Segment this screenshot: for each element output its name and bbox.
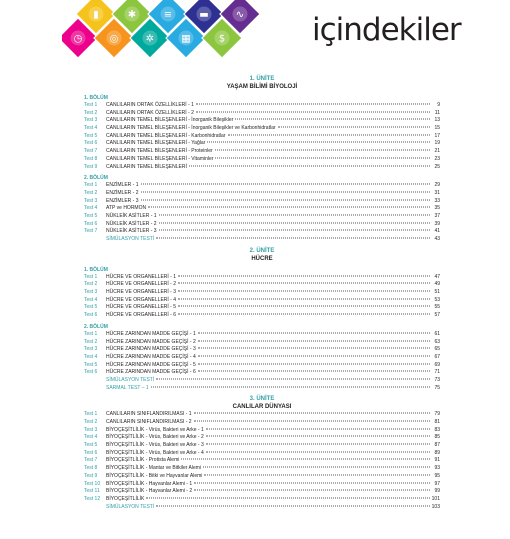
dot-leader — [189, 165, 430, 166]
entry-title: ATP ve HORMON — [106, 205, 147, 212]
page-number: 33 — [434, 197, 440, 204]
dot-leader — [178, 291, 430, 292]
unit-name: YAŞAM BİLİMİ BİYOLOJİ — [226, 84, 298, 90]
entry-title: HÜCRE ZARINDAN MADDE GEÇİŞİ - 1 — [106, 330, 196, 337]
dot-leader — [194, 413, 430, 414]
entry-title: CANLILARIN TEMEL BİLEŞENLERİ - Karbonhidratlar — [106, 132, 226, 139]
toc-row[interactable] — [84, 148, 440, 156]
test-number: Test 1 — [84, 273, 98, 280]
entry-title: HÜCRE ZARINDAN MADDE GEÇİŞİ - 5 — [106, 361, 196, 368]
dot-leader — [206, 451, 430, 452]
toc-row[interactable] — [84, 385, 440, 393]
toc-row[interactable] — [84, 164, 440, 172]
test-number: Test 10 — [84, 480, 101, 487]
test-number: Test 4 — [84, 125, 98, 132]
dot-leader — [198, 371, 430, 372]
page-number: 47 — [434, 273, 440, 280]
entry-title: BİYOÇEŞİTLİLİK - Protista Alemi — [106, 457, 180, 464]
dot-leader — [206, 428, 430, 429]
page-number: 63 — [434, 338, 440, 345]
entry-title: CANLILARIN TEMEL BİLEŞENLERİ - İnorganik Bileşikler ve Karbonhidratlar — [106, 125, 276, 132]
section-label: 1. BÖLÜM — [84, 266, 108, 273]
page-number: 83 — [434, 426, 440, 433]
page-title: içindekiler — [312, 12, 461, 48]
dot-leader — [159, 222, 430, 223]
page-number: 41 — [434, 228, 440, 235]
page-number: 35 — [434, 205, 440, 212]
test-number: Test 4 — [84, 205, 98, 212]
entry-title: HÜCRE VE ORGANELLERİ - 5 — [106, 304, 177, 311]
entry-title: CANLILARIN TEMEL BİLEŞENLERİ - Yağlar — [106, 140, 206, 147]
header — [0, 0, 510, 72]
entry-title: HÜCRE VE ORGANELLERİ - 1 — [106, 273, 177, 280]
dot-leader — [235, 119, 430, 120]
entry-title: CANLILARIN TEMEL BİLEŞENLERİ - Vitaminler — [106, 155, 214, 162]
dot-leader — [156, 378, 430, 379]
toc-row[interactable] — [84, 346, 440, 354]
toc-row[interactable] — [84, 213, 440, 221]
entry-title: SİMÜLASYON TESTİ — [106, 503, 155, 510]
entry-title: CANLILARIN SINIFLANDIRILMASI - 2 — [106, 419, 192, 425]
briefcase-icon: ▬ — [199, 9, 209, 21]
toc-row[interactable] — [84, 125, 440, 133]
dot-leader — [198, 332, 430, 333]
toc-row[interactable] — [84, 496, 440, 504]
page-number: 17 — [434, 132, 440, 139]
toc-row[interactable] — [84, 411, 440, 419]
test-number: Test 7 — [84, 228, 98, 235]
entry-title: BİYOÇEŞİTLİLİK - Virüs, Bakteri ve Arke - 4 — [106, 449, 204, 456]
test-number: Test 1 — [84, 102, 98, 108]
entry-title: CANLILARIN TEMEL BİLEŞENLERİ — [106, 163, 187, 170]
dot-leader — [146, 497, 429, 498]
section-label: 2. BÖLÜM — [84, 175, 108, 182]
toc-row[interactable] — [84, 312, 440, 320]
page-number: 39 — [434, 220, 440, 227]
toc-row[interactable] — [84, 465, 440, 473]
dot-leader — [178, 306, 430, 307]
toc-row[interactable] — [84, 488, 440, 496]
dot-leader — [151, 386, 430, 387]
page-number: 65 — [434, 346, 440, 353]
toc-row[interactable] — [84, 419, 440, 427]
entry-title: NÜKLEİK ASİTLER - 1 — [106, 212, 157, 219]
page-number: 75 — [434, 384, 440, 391]
toc-row[interactable] — [84, 182, 440, 190]
page-number: 29 — [434, 182, 440, 189]
dot-leader — [141, 199, 430, 200]
unit-name: CANLILAR DÜNYASI — [232, 404, 292, 411]
test-number: Test 6 — [84, 140, 98, 147]
page-number: 25 — [434, 163, 440, 170]
test-number: Test 9 — [84, 163, 98, 170]
dot-leader — [196, 111, 430, 112]
test-number: Test 4 — [84, 296, 98, 303]
dot-leader — [178, 283, 430, 284]
toc-row[interactable] — [84, 289, 440, 297]
unit-header — [84, 248, 440, 263]
toc-row[interactable] — [84, 156, 440, 164]
entry-title: HÜCRE VE ORGANELLERİ - 3 — [106, 289, 177, 296]
toc-row[interactable] — [84, 236, 440, 244]
page-number: 97 — [434, 480, 440, 487]
toc-row[interactable] — [84, 354, 440, 362]
entry-title: CANLILARIN TEMEL BİLEŞENLERİ - Proteinler — [106, 148, 213, 155]
dot-leader — [206, 444, 430, 445]
toc-row[interactable] — [84, 331, 440, 339]
entry-title: SİMÜLASYON TESTİ — [106, 236, 155, 242]
gear-icon: ✲ — [145, 33, 155, 45]
entry-title: HÜCRE VE ORGANELLERİ - 2 — [106, 281, 177, 288]
document-icon: ≡ — [163, 9, 173, 21]
test-number: Test 7 — [84, 457, 98, 464]
page-number: 93 — [434, 465, 440, 472]
test-number: Test 4 — [84, 434, 98, 441]
entry-title: BİYOÇEŞİTLİLİK - Virüs, Bakteri ve Arke - 3 — [106, 442, 204, 449]
toc-row[interactable] — [84, 117, 440, 125]
dot-leader — [206, 436, 430, 437]
page-number: 103 — [431, 503, 440, 510]
entry-title: CANLILARIN SINIFLANDIRILMASI - 1 — [106, 411, 192, 418]
unit-header — [84, 396, 440, 411]
toc-row[interactable] — [84, 377, 440, 385]
page-number: 51 — [434, 289, 440, 296]
entry-title: HÜCRE ZARINDAN MADDE GEÇİŞİ - 6 — [106, 369, 196, 376]
test-number: Test 2 — [84, 109, 98, 116]
page-number: 13 — [434, 117, 440, 124]
page-number: 53 — [434, 296, 440, 303]
dot-leader — [159, 230, 430, 231]
entry-title: CANLILARIN TEMEL BİLEŞENLERİ - İnorganik Bileşikler — [106, 117, 234, 124]
entry-title: ENZİMLER - 2 — [106, 189, 139, 196]
test-number: Test 2 — [84, 189, 98, 196]
section-label: 2. BÖLÜM — [84, 323, 108, 330]
dot-leader — [156, 238, 430, 239]
dot-leader — [198, 363, 430, 364]
test-number: Test 8 — [84, 465, 98, 472]
test-number: Test 3 — [84, 197, 98, 204]
page-number: 85 — [434, 434, 440, 441]
test-number: Test 12 — [84, 495, 101, 502]
dot-leader — [198, 355, 430, 356]
toc-row[interactable] — [84, 198, 440, 206]
dot-leader — [148, 207, 430, 208]
toc-row[interactable] — [84, 190, 440, 198]
toc-row[interactable] — [84, 369, 440, 377]
page-number: 87 — [434, 442, 440, 449]
dot-leader — [228, 134, 431, 135]
page-number: 99 — [434, 488, 440, 495]
entry-title: NÜKLEİK ASİTLER - 3 — [106, 228, 157, 235]
page-number: 67 — [434, 353, 440, 360]
page-number: 11 — [434, 109, 440, 116]
toc-row[interactable] — [84, 228, 440, 236]
toc-row[interactable] — [84, 442, 440, 450]
dot-leader — [215, 157, 430, 158]
entry-title: HÜCRE VE ORGANELLERİ - 6 — [106, 312, 177, 319]
page-number: 91 — [434, 457, 440, 464]
test-number: Test 3 — [84, 117, 98, 124]
toc-row[interactable] — [84, 457, 440, 465]
section-label: 1. BÖLÜM — [84, 95, 108, 101]
test-number: Test 2 — [84, 281, 98, 288]
page-number: 101 — [431, 495, 440, 502]
entry-title: BİYOÇEŞİTLİLİK - Bitki ve Hayvanlar Alemi — [106, 472, 203, 479]
puzzle-banner — [62, 0, 302, 68]
dot-leader — [159, 214, 430, 215]
calendar-icon: ▦ — [181, 33, 191, 45]
entry-title: CANLILARIN ORTAK ÖZELLİKLERİ - 1 — [106, 102, 194, 108]
toc-row[interactable] — [84, 304, 440, 312]
test-number: Test 8 — [84, 155, 98, 162]
dot-leader — [198, 348, 430, 349]
toc-row[interactable] — [84, 281, 440, 289]
dot-leader — [194, 482, 430, 483]
line-chart-icon: ∿ — [235, 9, 245, 21]
toc-row[interactable] — [84, 504, 440, 512]
dot-leader — [181, 459, 430, 460]
dot-leader — [198, 340, 430, 341]
test-number: Test 6 — [84, 369, 98, 376]
test-number: Test 6 — [84, 220, 98, 227]
entry-title: BİYOÇEŞİTLİLİK - Hayvanlar Alemi - 1 — [106, 480, 193, 487]
dot-leader — [203, 467, 430, 468]
entry-title: SİMÜLASYON TESTİ — [106, 376, 155, 383]
test-number: Test 4 — [84, 353, 98, 360]
page-number: 43 — [434, 236, 440, 242]
dot-leader — [141, 184, 430, 185]
page-number: 37 — [434, 212, 440, 219]
entry-title: BİYOÇEŞİTLİLİK - Hayvanlar Alemi - 2 — [106, 488, 193, 495]
clock-icon: ◷ — [73, 33, 83, 45]
page-number: 71 — [434, 369, 440, 376]
page-number: 21 — [434, 148, 440, 155]
dot-leader — [194, 490, 430, 491]
test-number: Test 3 — [84, 289, 98, 296]
entry-title: HÜCRE ZARINDAN MADDE GEÇİŞİ - 2 — [106, 338, 196, 345]
dot-leader — [215, 150, 430, 151]
page-number: 19 — [434, 140, 440, 147]
dot-leader — [196, 104, 430, 105]
test-number: Test 1 — [84, 182, 98, 189]
entry-title: ENZİMLER - 1 — [106, 182, 139, 189]
dot-leader — [278, 127, 430, 128]
bulb-icon: ✱ — [127, 9, 137, 21]
dot-leader — [156, 505, 429, 506]
dot-leader — [204, 474, 430, 475]
toc-row[interactable] — [84, 102, 440, 110]
test-number: Test 6 — [84, 312, 98, 319]
target-icon: ◎ — [109, 33, 119, 45]
toc-row[interactable] — [84, 473, 440, 481]
test-number: Test 7 — [84, 148, 98, 155]
test-number: Test 9 — [84, 472, 98, 479]
dot-leader — [178, 275, 430, 276]
test-number: Test 3 — [84, 426, 98, 433]
unit-name: HÜCRE — [251, 255, 273, 262]
dollar-icon: $ — [218, 33, 226, 45]
entry-title: BİYOÇEŞİTLİLİK - Mantar ve Bitkiler Alemi — [106, 465, 202, 472]
dot-leader — [178, 314, 430, 315]
test-number: Test 6 — [84, 449, 98, 456]
test-number: Test 3 — [84, 346, 98, 353]
bar-chart-icon: ▮ — [93, 9, 99, 21]
toc-row[interactable] — [84, 205, 440, 213]
entry-title: HÜCRE VE ORGANELLERİ - 4 — [106, 296, 177, 303]
entry-title: SARMAL TEST – 1 — [106, 384, 149, 391]
entry-title: NÜKLEİK ASİTLER - 2 — [106, 220, 157, 227]
dot-leader — [178, 298, 430, 299]
page-number: 73 — [434, 376, 440, 383]
entry-title: BİYOÇEŞİTLİLİK - Virüs, Bakteri ve Arke - 2 — [106, 434, 204, 441]
page-number: 61 — [434, 330, 440, 337]
dot-leader — [194, 421, 430, 422]
page-number: 79 — [434, 411, 440, 418]
unit-header — [84, 76, 440, 91]
page-number: 31 — [434, 189, 440, 196]
toc-row[interactable] — [84, 434, 440, 442]
unit-number: 3. ÜNİTE — [249, 396, 275, 403]
page-number: 69 — [434, 361, 440, 368]
test-number: Test 5 — [84, 361, 98, 368]
page-number: 23 — [434, 155, 440, 162]
entry-title: HÜCRE ZARINDAN MADDE GEÇİŞİ - 4 — [106, 353, 196, 360]
unit-number: 2. ÜNİTE — [249, 247, 275, 254]
dot-leader — [207, 142, 430, 143]
page-number: 9 — [437, 102, 440, 108]
test-number: Test 5 — [84, 212, 98, 219]
test-number: Test 2 — [84, 338, 98, 345]
toc-row[interactable] — [84, 140, 440, 148]
entry-title: CANLILARIN ORTAK ÖZELLİKLERİ - 2 — [106, 109, 194, 116]
test-number: Test 1 — [84, 411, 98, 418]
page-number: 55 — [434, 304, 440, 311]
page-number: 15 — [434, 125, 440, 132]
page-number: 49 — [434, 281, 440, 288]
entry-title: HÜCRE ZARINDAN MADDE GEÇİŞİ - 3 — [106, 346, 196, 353]
table-of-contents — [84, 72, 440, 511]
page-number: 89 — [434, 449, 440, 456]
test-number: Test 5 — [84, 304, 98, 311]
test-number: Test 11 — [84, 488, 100, 495]
entry-title: BİYOÇEŞİTLİLİK — [106, 495, 145, 502]
page-number: 81 — [434, 419, 440, 425]
test-number: Test 2 — [84, 419, 98, 425]
unit-number: 1. ÜNİTE — [249, 76, 275, 82]
test-number: Test 5 — [84, 442, 98, 449]
test-number: Test 5 — [84, 132, 98, 139]
entry-title: ENZİMLER - 3 — [106, 197, 139, 204]
test-number: Test 1 — [84, 330, 98, 337]
page-number: 95 — [434, 472, 440, 479]
entry-title: BİYOÇEŞİTLİLİK - Virüs, Bakteri ve Arke - 1 — [106, 426, 204, 433]
dot-leader — [141, 191, 430, 192]
page-number: 57 — [434, 312, 440, 319]
